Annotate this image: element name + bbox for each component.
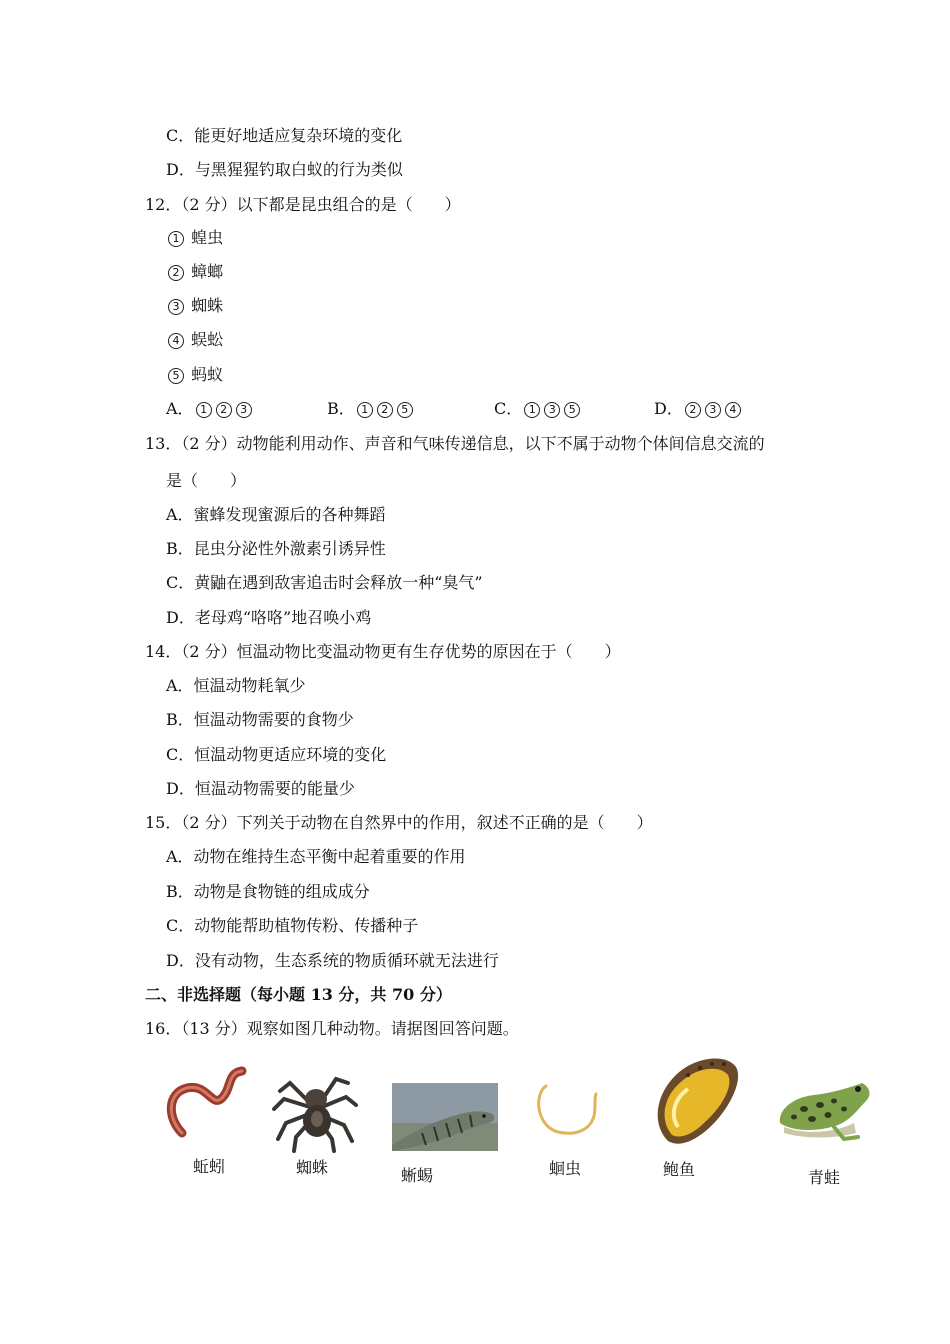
option-letter: C． — [494, 399, 523, 418]
animal-figure — [0, 1055, 950, 1195]
q15-option-d: D．没有动物，生态系统的物质循环就无法进行 — [166, 951, 499, 970]
roundworm-image — [532, 1080, 608, 1142]
circled-number: 1 — [168, 231, 184, 247]
section-heading: 二、非选择题（每小题 13 分，共 70 分） — [145, 985, 452, 1004]
q14-option-d: D．恒温动物需要的能量少 — [166, 779, 355, 798]
animal-label-roundworm: 蛔虫 — [549, 1159, 582, 1178]
circled-number: 2 — [685, 402, 701, 418]
option-letter: A． — [166, 399, 194, 418]
q12-option-c — [494, 399, 582, 419]
q12-option-a — [166, 399, 254, 419]
q12-item-text: 蝗虫 — [191, 228, 224, 247]
circled-number: 5 — [397, 402, 413, 418]
q13-option-a: A．蜜蜂发现蜜源后的各种舞蹈 — [166, 505, 386, 524]
q12-option-d — [654, 399, 743, 419]
circled-number: 2 — [168, 265, 184, 281]
q14-option-b: B．恒温动物需要的食物少 — [166, 710, 354, 729]
animal-label-lizard: 蜥蜴 — [401, 1166, 434, 1185]
q12-option-b — [327, 399, 415, 419]
q11-option-d: D．与黑猩猩钓取白蚁的行为类似 — [166, 160, 403, 179]
frog-image — [774, 1079, 874, 1141]
animal-label-spider: 蜘蛛 — [296, 1158, 329, 1177]
circled-number: 3 — [236, 402, 252, 418]
q12-item-text: 蜘蛛 — [191, 296, 224, 315]
q12-item-1 — [166, 228, 223, 248]
q12-stem: 12．（2 分）以下都是昆虫组合的是（ ） — [145, 195, 461, 214]
q15-option-a: A．动物在维持生态平衡中起着重要的作用 — [166, 847, 466, 866]
circled-number: 2 — [216, 402, 232, 418]
animal-label-abalone: 鲍鱼 — [663, 1160, 696, 1179]
option-letter: B． — [327, 399, 355, 418]
circled-number: 5 — [168, 368, 184, 384]
q13-option-b: B．昆虫分泌性外激素引诱异性 — [166, 539, 386, 558]
q13-stem: 13．（2 分）动物能利用动作、声音和气味传递信息，以下不属于动物个体间信息交流的 — [145, 434, 765, 453]
circled-number: 1 — [357, 402, 373, 418]
option-letter: D． — [654, 399, 683, 418]
abalone-image — [648, 1055, 740, 1145]
circled-number: 3 — [168, 299, 184, 315]
q13-option-d: D．老母鸡“咯咯”地召唤小鸡 — [166, 608, 372, 627]
q15-option-b: B．动物是食物链的组成成分 — [166, 882, 370, 901]
q12-item-4 — [166, 330, 223, 350]
circled-number: 1 — [524, 402, 540, 418]
q13-option-c: C．黄鼬在遇到敌害追击时会释放一种“臭气” — [166, 573, 483, 592]
circled-number: 4 — [725, 402, 741, 418]
q12-item-5 — [166, 365, 223, 385]
q12-item-2 — [166, 262, 223, 282]
q14-stem: 14．（2 分）恒温动物比变温动物更有生存优势的原因在于（ ） — [145, 642, 621, 661]
circled-number: 3 — [705, 402, 721, 418]
spider-image — [270, 1063, 360, 1153]
q16-stem: 16．（13 分）观察如图几种动物。请据图回答问题。 — [145, 1019, 519, 1038]
animal-label-frog: 青蛙 — [808, 1168, 841, 1187]
q13-stem-cont: 是（ ） — [166, 471, 247, 490]
circled-number: 5 — [564, 402, 580, 418]
q14-option-c: C．恒温动物更适应环境的变化 — [166, 745, 387, 764]
lizard-image — [392, 1083, 498, 1151]
q12-item-text: 蜈蚣 — [191, 330, 224, 349]
q12-item-text: 蟑螂 — [191, 262, 224, 281]
earthworm-image — [162, 1063, 252, 1143]
q11-option-c: C．能更好地适应复杂环境的变化 — [166, 126, 403, 145]
q14-option-a: A．恒温动物耗氧少 — [166, 676, 306, 695]
q15-option-c: C．动物能帮助植物传粉、传播种子 — [166, 916, 419, 935]
circled-number: 3 — [544, 402, 560, 418]
animal-label-earthworm: 蚯蚓 — [193, 1157, 226, 1176]
circled-number: 1 — [196, 402, 212, 418]
circled-number: 2 — [377, 402, 393, 418]
q15-stem: 15．（2 分）下列关于动物在自然界中的作用，叙述不正确的是（ ） — [145, 813, 653, 832]
q12-item-text: 蚂蚁 — [191, 365, 224, 384]
q12-item-3 — [166, 296, 223, 316]
circled-number: 4 — [168, 333, 184, 349]
